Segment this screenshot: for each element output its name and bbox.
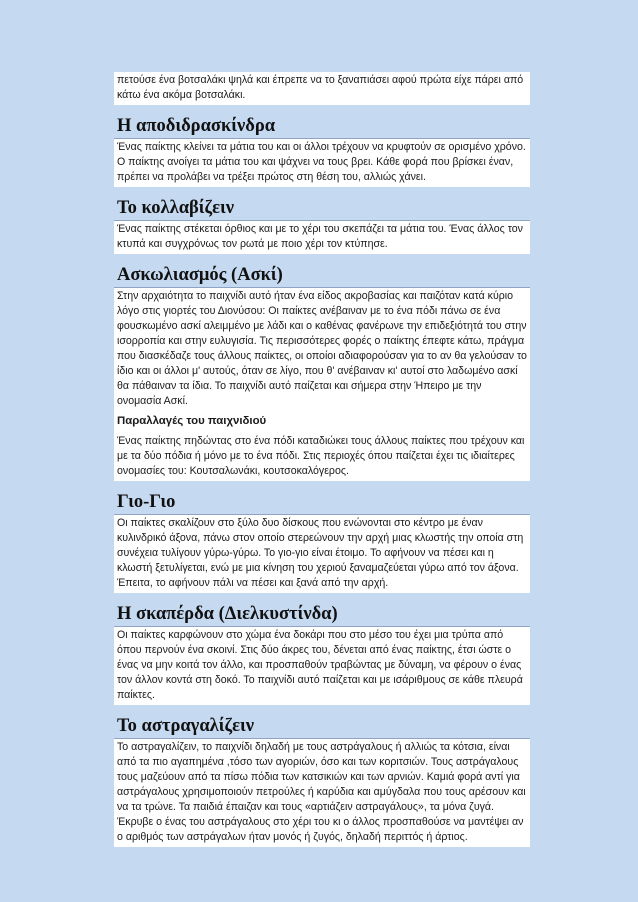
variations-text: Ένας παίκτης πηδώντας στο ένα πόδι καταδιώκει τους άλλους παίκτες που τρέχουν και με τα δύο πόδια ή μόνο με το ένα πόδι. Στις περιοχές όπου παίζεται έχει τις ιδιαίτερες ονομασίες του: Κουτσαλωνάκι, κουτσοκαλόγερος. [114,433,530,481]
section-text-astragalizein: Το αστραγαλίζειν, το παιχνίδι δηλαδή με τους αστράγαλους ή αλλιώς τα κότσια, είναι από τα πιο αγαπημένα ,τόσο των αγοριών, όσο και των κοριτσιών. Τους αστράγαλους τους μαζεύουν από τα πίσω πόδια των κατσικιών και των αρνιών. Καμιά φορά αντί για αστράγαλους χρησιμοποιούν πετρούλες ή καρύδια και αμύγδαλα που τους αρέσουν και να τα τρώνε. Τα παιδιά έπαιζαν και τους «αρτιάζειν αστραγάλους», τα μόνα ζυγά. Έκρυβε ο ένας του αστράγαλους στο χέρι του κι ο άλλος προσπαθούσε να μαντέψει αν ο αριθμός των αστράγαλων ήταν μονός ή ζυγός, δηλαδή περιττός ή άρτιος. [114,739,530,847]
section-heading-kollavizein: Το κολλαβίζειν [114,197,530,221]
section-text-askoliasmos: Στην αρχαιότητα το παιχνίδι αυτό ήταν ένα είδος ακροβασίας και παιζόταν κατά κύριο λόγο στις γιορτές του Διονύσου: Οι παίκτες ανέβαιναν με το ένα πόδι πάνω σε ένα φουσκωμένο ασκί αλειμμένο με λάδι και ο καθένας φανέρωνε την επιδεξιότητά του στην ισορροπία και στην ευλυγισία. Τις περισσότερες φορές ο παίκτης έπεφτε κάτω, πράγμα που διασκέδαζε τους άλλους παίκτες, οι οποίοι αδιαφορούσαν για το αν θα γελούσαν το ίδιο και οι άλλοι μ' αυτούς, όταν σε λίγο, που θ' ανέβαιναν κι' αυτοί στο λαδωμένο ασκί θα πάθαιναν τα ίδια. Το παιχνίδι αυτό παίζεται και σήμερα στην Ήπειρο με την ονομασία Ασκί. [114,288,530,411]
section-text-yoyo: Οι παίκτες σκαλίζουν στο ξύλο δυο δίσκους που ενώνονται στο κέντρο με έναν κυλινδρικό άξονα, πάνω στον οποίο στερεώνουν την αρχή μιας κλωστής την οποία στη συνέχεια τυλίγουν γύρω-γύρω. Το γιο-γιο είναι έτοιμο. Το αφήνουν να πέσει και η κλωστή ξετυλίγεται, ενώ με μια κίνηση του χεριού ξαναμαζεύεται γύρω από τον άξονα. Έπειτα, το αφήνουν πάλι να πέσει και ξανά από την αρχή. [114,515,530,593]
section-heading-astragalizein: Το αστραγαλίζειν [114,715,530,739]
document-body [114,72,530,847]
section-text-apodidraskindra: Ένας παίκτης κλείνει τα μάτια του και οι άλλοι τρέχουν να κρυφτούν σε ορισμένο χρόνο. Ο παίκτης ανοίγει τα μάτια του και ψάχνει να τους βρει. Κάθε φορά που βρίσκει έναν, πρέπει να προλάβει να τρέξει πρώτος στη θέση του, αλλιώς χάνει. [114,139,530,187]
variations-subheading: Παραλλαγές του παιχνιδιού [114,411,530,433]
section-text-kollavizein: Ένας παίκτης στέκεται όρθιος και με το χέρι του σκεπάζει τα μάτια του. Ένας άλλος τον κτυπά και συγχρόνως τον ρωτά με ποιο χέρι τον κτύπησε. [114,221,530,254]
section-heading-askoliasmos: Ασκωλιασμός (Ασκί) [114,264,530,288]
section-heading-apodidraskindra: Η αποδιδρασκίνδρα [114,115,530,139]
section-heading-skaperda: Η σκαπέρδα (Διελκυστίνδα) [114,603,530,627]
intro-paragraph: πετούσε ένα βοτσαλάκι ψηλά και έπρεπε να το ξαναπιάσει αφού πρώτα είχε πάρει από κάτω ένα ακόμα βοτσαλάκι. [114,72,530,105]
section-text-skaperda: Οι παίκτες καρφώνουν στο χώμα ένα δοκάρι που στο μέσο του έχει μια τρύπα από όπου περνούν ένα σκοινί. Στις δύο άκρες του, δένεται από ένας παίκτης, έτσι ώστε ο ένας να μην κοιτά τον άλλο, και προσπαθούν τραβώντας με δύναμη, να φέρουν ο ένας τον άλλον κοντά στη δοκό. Το παιχνίδι αυτό παίζεται και με ισάριθμους σε κάθε πλευρά παίκτες. [114,627,530,705]
section-heading-yoyo: Γιο-Γιο [114,491,530,515]
